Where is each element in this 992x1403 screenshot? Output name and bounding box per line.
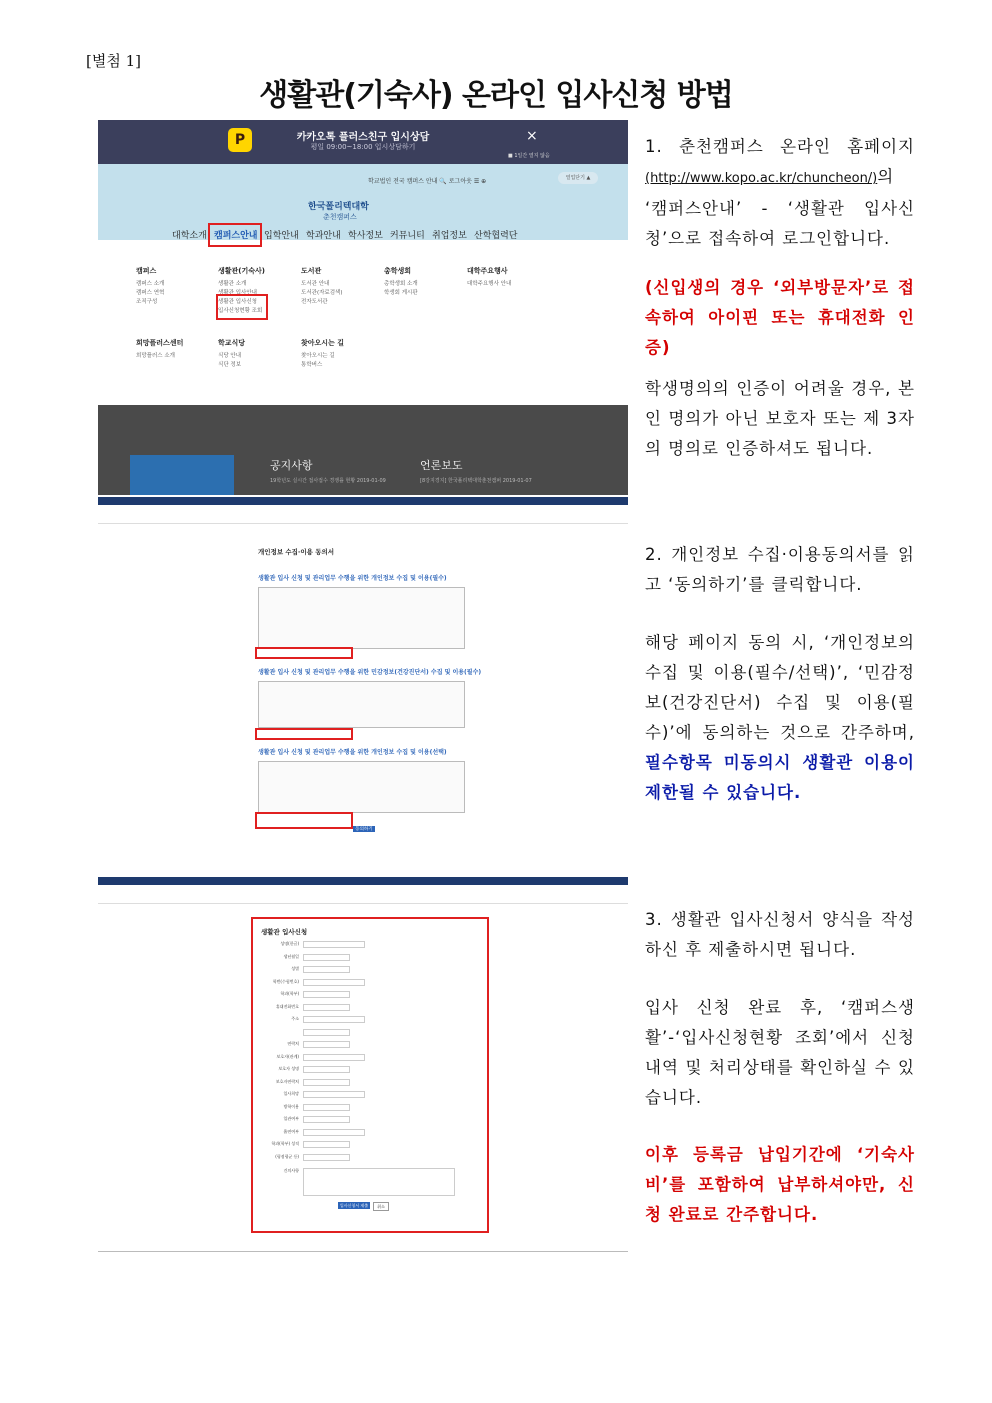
form-label: 흡연여부 bbox=[283, 1128, 299, 1134]
campus-name: 춘천캠퍼스 bbox=[323, 213, 357, 221]
nav-item[interactable]: 취업정보 bbox=[432, 231, 467, 241]
cancel-button[interactable]: 취소 bbox=[373, 1202, 389, 1211]
nav-item[interactable]: 학사정보 bbox=[348, 231, 383, 241]
attachment-label: [별첨 1] bbox=[86, 52, 141, 70]
form-label: 성별 bbox=[291, 966, 299, 971]
highlight-box bbox=[208, 223, 262, 247]
menu-items[interactable]: 캠퍼스 소개 캠퍼스 연혁 조직구성 bbox=[136, 281, 165, 305]
form-input[interactable] bbox=[303, 941, 365, 948]
menu-items[interactable]: 찾아오시는 길 통학버스 bbox=[301, 353, 335, 368]
form-label: 보호자 성명 bbox=[278, 1066, 299, 1071]
form-input[interactable] bbox=[303, 1168, 455, 1196]
form-row bbox=[261, 1116, 476, 1125]
form-label: (평점평균 등) bbox=[275, 1153, 299, 1159]
notice-item[interactable]: 19학년도 실시간 접사접수 경쟁률 현황 2019-01-09 bbox=[270, 478, 386, 484]
form-row bbox=[261, 1091, 476, 1100]
submit-button[interactable]: 입사신청서 제출 bbox=[339, 1203, 369, 1208]
form-input[interactable] bbox=[303, 1141, 350, 1148]
menu-items[interactable]: 총학생회 소개 학생회 게시판 bbox=[384, 281, 418, 296]
form-row bbox=[261, 1154, 476, 1163]
form-input[interactable] bbox=[303, 1129, 365, 1136]
form-input[interactable] bbox=[303, 966, 350, 973]
form-label: 성명(한글) bbox=[280, 941, 299, 946]
page-title: 생활관(기숙사) 온라인 입사신청 방법 bbox=[259, 78, 733, 113]
terms-box[interactable] bbox=[258, 761, 465, 813]
section-heading: 생활관 입사 신청 및 관리업무 수행을 위한 개인정보 수집 및 이용(선택) bbox=[258, 749, 447, 756]
form-title: 생활관 입사신청 bbox=[261, 928, 308, 936]
menu-heading: 생활관(기숙사) bbox=[218, 267, 265, 275]
highlight-box bbox=[255, 728, 353, 740]
form-row bbox=[261, 1079, 476, 1088]
form-row bbox=[261, 966, 476, 975]
kakao-plus-icon: P bbox=[228, 128, 252, 152]
form-label: 건의사항 bbox=[283, 1167, 299, 1173]
nav-item-campus[interactable]: 캠퍼스안내 bbox=[214, 231, 258, 241]
nav-item[interactable]: 산학협력단 bbox=[474, 231, 518, 241]
menu-items[interactable]: 희망플러스 소개 bbox=[136, 353, 175, 359]
form-label: 연락처 bbox=[287, 1041, 299, 1046]
menu-items[interactable]: 도서관 안내 도서관(자료검색) 전자도서관 bbox=[301, 281, 343, 305]
form-row bbox=[261, 991, 476, 1000]
form-row bbox=[261, 1168, 476, 1177]
form-input[interactable] bbox=[303, 1104, 350, 1111]
step-2: 2. 개인정보 수집·이용동의서를 읽고 ‘동의하기’를 클릭합니다. bbox=[645, 545, 915, 594]
section-heading: 생활관 입사 신청 및 관리업무 수행을 위한 개인정보 수집 및 이용(필수) bbox=[258, 575, 447, 582]
form-label: 방학이용 bbox=[283, 1103, 299, 1109]
form-row bbox=[261, 1041, 476, 1050]
form-label: 휴대전화번호 bbox=[275, 1003, 299, 1009]
nav-item[interactable]: 대학소개 bbox=[172, 231, 207, 241]
form-input[interactable] bbox=[303, 1116, 350, 1123]
mega-menu bbox=[98, 250, 628, 405]
form-row bbox=[261, 1066, 476, 1075]
form-input[interactable] bbox=[303, 1016, 365, 1023]
menu-heading: 캠퍼스 bbox=[136, 267, 157, 275]
press-item[interactable]: [8강지경지] 한국폴리텍대학춘천캠퍼 2019-01-07 bbox=[420, 478, 532, 484]
header-links[interactable]: 학교법인 전국 캠퍼스 안내 🔍 로그아웃 ☰ ⊕ bbox=[368, 178, 487, 185]
menu-heading: 학교식당 bbox=[218, 339, 246, 347]
form-input[interactable] bbox=[303, 979, 365, 986]
consent-title: 개인정보 수집·이용 동의서 bbox=[258, 548, 335, 556]
nav-item[interactable]: 입학안내 bbox=[264, 231, 299, 241]
step-1 bbox=[645, 132, 915, 254]
homepage-screenshot bbox=[98, 120, 628, 495]
menu-heading: 도서관 bbox=[301, 267, 322, 275]
sub-nav bbox=[98, 505, 628, 524]
menu-heading: 찾아오시는 길 bbox=[301, 339, 345, 347]
top-bar bbox=[98, 877, 628, 885]
form-label: 학과(학부) 성적 bbox=[271, 1141, 299, 1146]
form-label: 학번(수험번호) bbox=[272, 978, 299, 984]
highlight-box bbox=[255, 647, 353, 659]
step-1-text: 1. 춘천캠퍼스 온라인 홈페이지 bbox=[645, 137, 915, 156]
step-2-note bbox=[645, 628, 915, 808]
step-3: 3. 생활관 입사신청서 양식을 작성하신 후 제출하시면 됩니다. bbox=[645, 910, 915, 959]
terms-box[interactable] bbox=[258, 587, 465, 649]
form-label: 주소 bbox=[291, 1016, 299, 1021]
sub-nav bbox=[98, 885, 628, 904]
form-row bbox=[261, 1029, 476, 1038]
step-1-freshman-note: (신입생의 경우 ‘외부방문자’로 접속하여 아이핀 또는 휴대전화 인증) bbox=[645, 278, 915, 357]
form-input[interactable] bbox=[303, 1079, 350, 1086]
highlight-box bbox=[255, 812, 353, 829]
form-row bbox=[261, 1129, 476, 1138]
main-nav bbox=[98, 224, 628, 246]
menu-items[interactable]: 대학주요행사 안내 bbox=[467, 281, 512, 287]
hero-section bbox=[98, 405, 628, 495]
close-icon[interactable]: × bbox=[526, 128, 538, 144]
divider bbox=[98, 1251, 628, 1252]
hero-image bbox=[130, 455, 234, 495]
notice-heading[interactable]: 공지사항 bbox=[270, 459, 313, 472]
form-label: 보호자(관계) bbox=[276, 1053, 299, 1059]
form-label: 학과(학부) bbox=[280, 991, 299, 996]
step-2-warning: 필수항목 미동의시 생활관 이용이 제한될 수 있습니다. bbox=[645, 753, 915, 802]
form-input[interactable] bbox=[303, 1029, 350, 1036]
nav-item[interactable]: 학과안내 bbox=[306, 231, 341, 241]
kakao-subtitle: 평일 09:00~18:00 입시상담하기 bbox=[310, 143, 416, 151]
step-3-note: 입사 신청 완료 후, ‘캠퍼스생활’-‘입사신청현황 조회’에서 신청내역 및 처리상태를 확인하실 수 있습니다. bbox=[645, 998, 915, 1107]
kakao-banner bbox=[98, 120, 628, 164]
menu-items[interactable]: 식당 안내 식단 정보 bbox=[218, 353, 242, 368]
application-form bbox=[251, 917, 489, 1233]
form-input[interactable] bbox=[303, 1154, 350, 1161]
menu-heading: 총학생회 bbox=[384, 267, 412, 275]
form-row bbox=[261, 1054, 476, 1063]
menu-heading: 희망플러스센터 bbox=[136, 339, 184, 347]
form-input[interactable] bbox=[303, 1004, 350, 1011]
form-row bbox=[261, 941, 476, 950]
college-logo[interactable]: 한국폴리텍대학 bbox=[308, 202, 369, 212]
step-1-auth-note: 학생명의의 인증이 어려울 경우, 본인 명의가 아닌 보호자 또는 제 3자의 명의로 인증하셔도 됩니다. bbox=[645, 379, 915, 458]
form-row bbox=[261, 1104, 476, 1113]
form-row bbox=[261, 954, 476, 963]
form-label: 입관여부 bbox=[283, 1116, 299, 1121]
hide-today-checkbox[interactable]: ■ 1일간 열지 않음 bbox=[508, 153, 550, 159]
form-label: 보호자연락처 bbox=[275, 1078, 299, 1084]
nav-item[interactable]: 커뮤니티 bbox=[390, 231, 425, 241]
open-close-button[interactable]: 열업닫기 ▲ bbox=[558, 172, 598, 184]
section-heading: 생활관 입사 신청 및 관리업무 수행을 위한 민감정보(건강진단서) 수집 및 이용(필수) bbox=[258, 669, 482, 676]
step-2-note-text: 해당 페이지 동의 시, ‘개인정보의 수집 및 이용(필수/선택)’, ‘민감정보(건강진단서) 수집 및 이용(필수)’에 동의하는 것으로 간주하며, bbox=[645, 633, 915, 742]
kakao-title: 카카오톡 플러스친구 입시상담 bbox=[296, 132, 430, 143]
terms-box[interactable] bbox=[258, 681, 465, 728]
form-row bbox=[261, 1141, 476, 1150]
form-row bbox=[261, 979, 476, 988]
form-row bbox=[261, 1016, 476, 1025]
application-screenshot bbox=[98, 877, 628, 1237]
step-3-payment-note: 이후 등록금 납입기간에 ‘기숙사비’를 포함하여 납부하셔야만, 신청 완료로 간주합니다. bbox=[645, 1145, 915, 1224]
press-heading[interactable]: 언론보도 bbox=[420, 459, 463, 472]
form-label: 생년월일 bbox=[283, 953, 299, 959]
highlight-box bbox=[216, 294, 268, 320]
step-1-text-b: 의 ‘캠퍼스안내’ - ‘생활관 입사신청’으로 접속하여 로그인합니다. bbox=[645, 167, 915, 248]
form-input[interactable] bbox=[303, 1066, 350, 1073]
menu-items-dorm[interactable]: 생활관 소개 생활관 입사안내 생활관 입사신청 입사신청현황 조회 bbox=[218, 281, 263, 314]
homepage-link[interactable]: (http://www.kopo.ac.kr/chuncheon/) bbox=[645, 171, 878, 186]
menu-heading: 대학주요행사 bbox=[467, 267, 508, 275]
form-row bbox=[261, 1004, 476, 1013]
form-input[interactable] bbox=[303, 991, 350, 998]
form-input[interactable] bbox=[303, 1054, 365, 1061]
agree-button[interactable]: 동의하기 bbox=[353, 826, 375, 832]
form-input[interactable] bbox=[303, 1041, 350, 1048]
form-input[interactable] bbox=[303, 954, 350, 961]
consent-screenshot bbox=[98, 497, 628, 842]
top-bar bbox=[98, 497, 628, 505]
form-input[interactable] bbox=[303, 1091, 365, 1098]
form-label: 입사희망 bbox=[283, 1091, 299, 1096]
